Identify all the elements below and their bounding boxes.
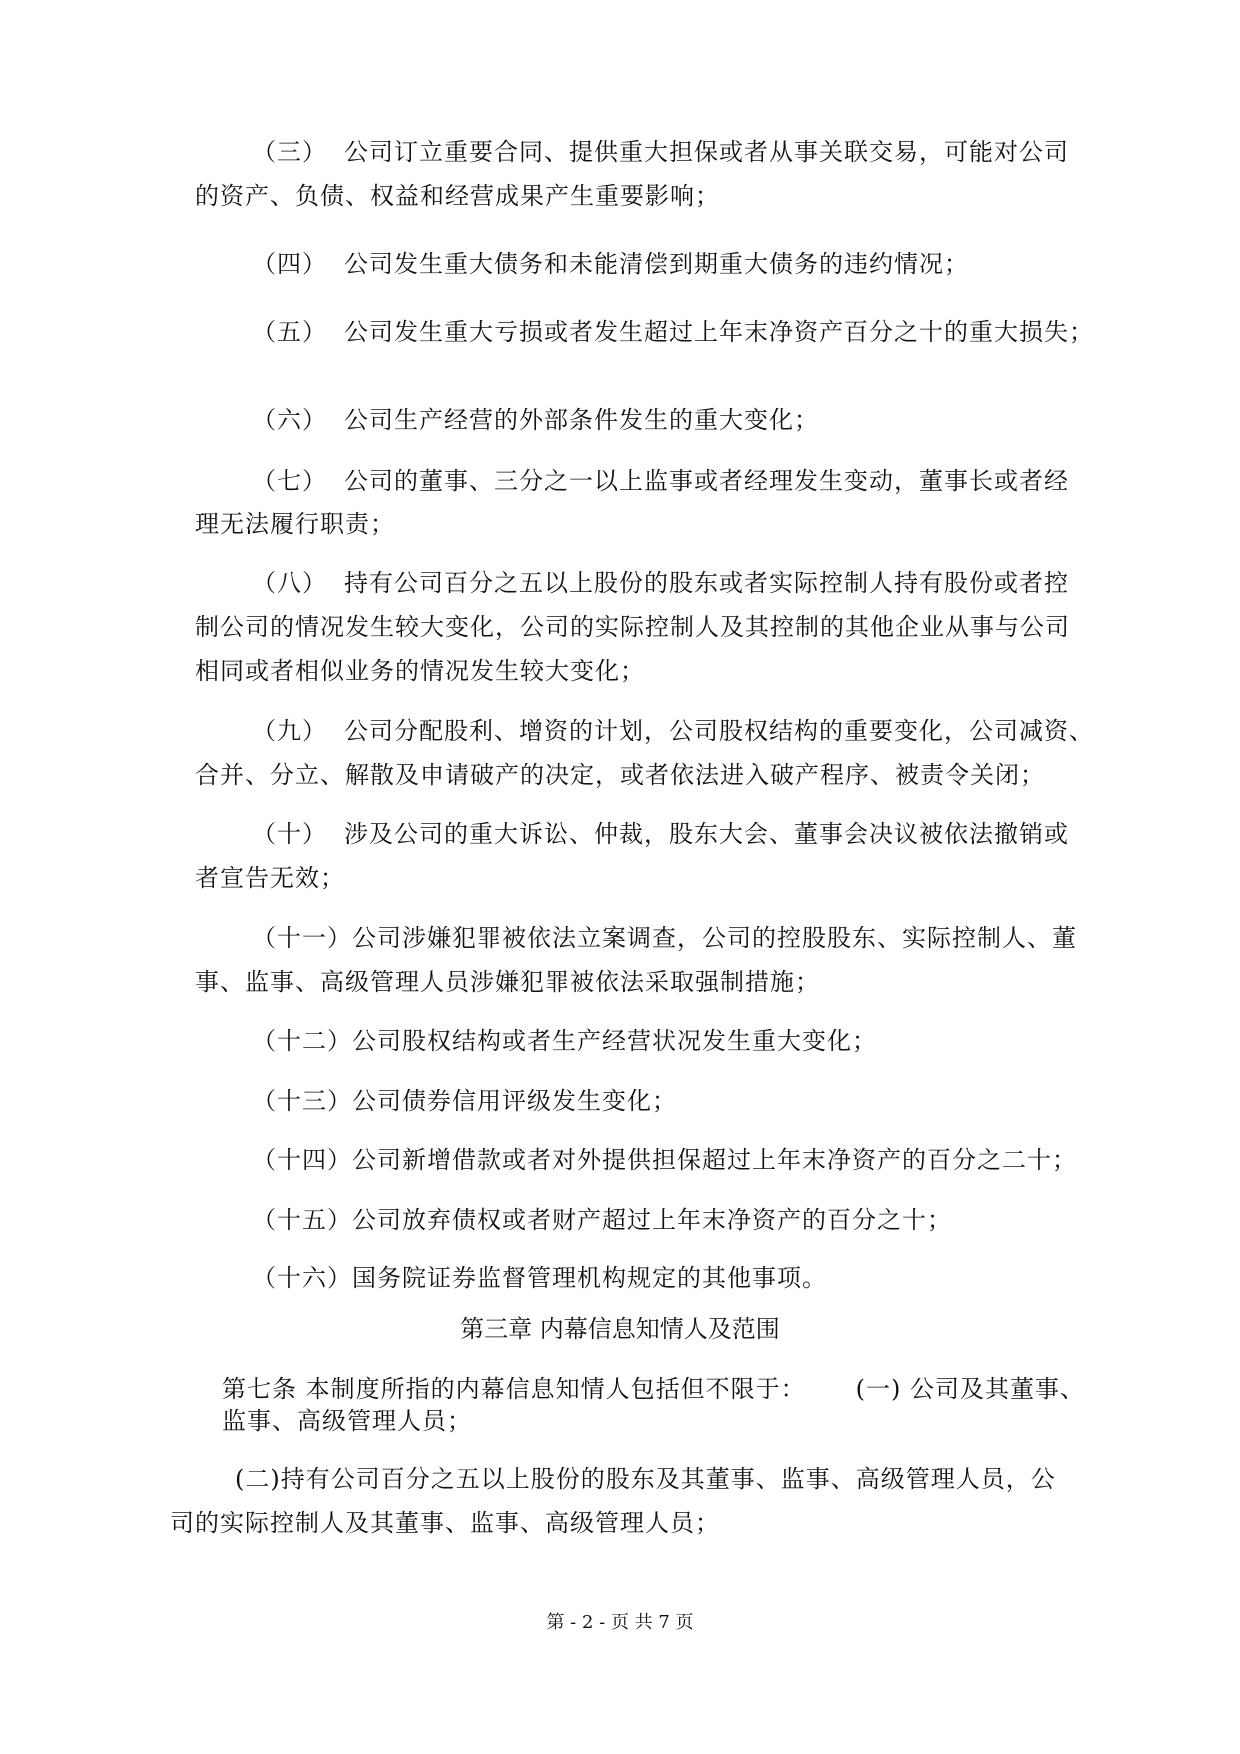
item-number: （四） (252, 250, 327, 278)
item-text: 公司涉嫌犯罪被依法立案调查，公司的控股股东、实际控制人、董 (352, 924, 1077, 952)
item-number: （十六） (252, 1264, 352, 1292)
item-text: 公司新增借款或者对外提供担保超过上年末净资产的百分之二十； (352, 1146, 1077, 1174)
list-item-7-line-2: 理无法履行职责； (195, 510, 395, 538)
list-item-11-line-2: 事、监事、高级管理人员涉嫌犯罪被依法采取强制措施； (195, 968, 820, 996)
item-number: （七） (252, 467, 327, 495)
list-item-8-line-1 (252, 567, 1069, 599)
list-item-8-line-2: 制公司的情况发生较大变化，公司的实际控制人及其控制的其他企业从事与公司 (195, 613, 1070, 641)
item-text: 公司发生重大债务和未能清偿到期重大债务的违约情况； (344, 250, 969, 278)
item-number: （六） (252, 406, 327, 434)
list-item-3-line-1 (252, 136, 1069, 168)
item-text: 公司放弃债权或者财产超过上年末净资产的百分之十； (352, 1206, 952, 1234)
list-item-7-line-1 (252, 465, 1069, 497)
list-item-8-line-3: 相同或者相似业务的情况发生较大变化； (195, 657, 645, 685)
item-number: （十） (252, 820, 327, 848)
list-item-14 (252, 1144, 1077, 1176)
list-item-3-line-2: 的资产、负债、权益和经营成果产生重要影响； (195, 182, 720, 210)
item-number: （十五） (252, 1206, 352, 1234)
item-text: 国务院证券监督管理机构规定的其他事项。 (352, 1264, 827, 1292)
article-7-lead: 第七条 本制度所指的内幕信息知情人包括但不限于： (222, 1375, 806, 1403)
article-7-sub-2-line-1: (二)持有公司百分之五以上股份的股东及其董事、监事、高级管理人员，公 (235, 1465, 1056, 1493)
item-number: （三） (252, 138, 327, 166)
item-text: 公司发生重大亏损或者发生超过上年末净资产百分之十的重大损失； (344, 318, 1094, 346)
item-text: 公司生产经营的外部条件发生的重大变化； (344, 406, 819, 434)
article-7-line-2: 监事、高级管理人员； (222, 1407, 472, 1435)
list-item-4 (252, 248, 969, 280)
list-item-10-line-2: 者宣告无效； (195, 864, 345, 892)
item-text: 公司债券信用评级发生变化； (352, 1087, 677, 1115)
item-number: （八） (252, 569, 327, 597)
item-text: 公司分配股利、增资的计划，公司股权结构的重要变化，公司减资、 (344, 717, 1094, 745)
list-item-5 (252, 316, 1094, 348)
article-7-line-1 (222, 1373, 1085, 1405)
article-7-sub-1: (一) 公司及其董事、 (855, 1375, 1085, 1403)
list-item-13 (252, 1085, 677, 1117)
item-number: （九） (252, 717, 327, 745)
list-item-9-line-2: 合并、分立、解散及申请破产的决定，或者依法进入破产程序、被责令关闭； (195, 761, 1045, 789)
list-item-10-line-1 (252, 818, 1069, 850)
item-text: 公司股权结构或者生产经营状况发生重大变化； (352, 1027, 877, 1055)
item-number: （五） (252, 318, 327, 346)
list-item-11-line-1 (252, 922, 1077, 954)
item-number: （十二） (252, 1027, 352, 1055)
chapter-title: 第三章 内幕信息知情人及范围 (460, 1315, 780, 1343)
article-7-sub-2-line-2: 司的实际控制人及其董事、监事、高级管理人员； (170, 1509, 720, 1537)
item-text: 公司订立重要合同、提供重大担保或者从事关联交易，可能对公司 (344, 138, 1069, 166)
item-text: 公司的董事、三分之一以上监事或者经理发生变动，董事长或者经 (344, 467, 1069, 495)
list-item-9-line-1 (252, 715, 1094, 747)
list-item-15 (252, 1204, 952, 1236)
list-item-6 (252, 404, 819, 436)
list-item-12 (252, 1025, 877, 1057)
item-text: 持有公司百分之五以上股份的股东或者实际控制人持有股份或者控 (344, 569, 1069, 597)
list-item-16 (252, 1262, 827, 1294)
item-text: 涉及公司的重大诉讼、仲裁，股东大会、董事会决议被依法撤销或 (344, 820, 1069, 848)
item-number: （十一） (252, 924, 352, 952)
item-number: （十四） (252, 1146, 352, 1174)
item-number: （十三） (252, 1087, 352, 1115)
page-footer: 第 - 2 - 页 共 7 页 (546, 1612, 694, 1633)
